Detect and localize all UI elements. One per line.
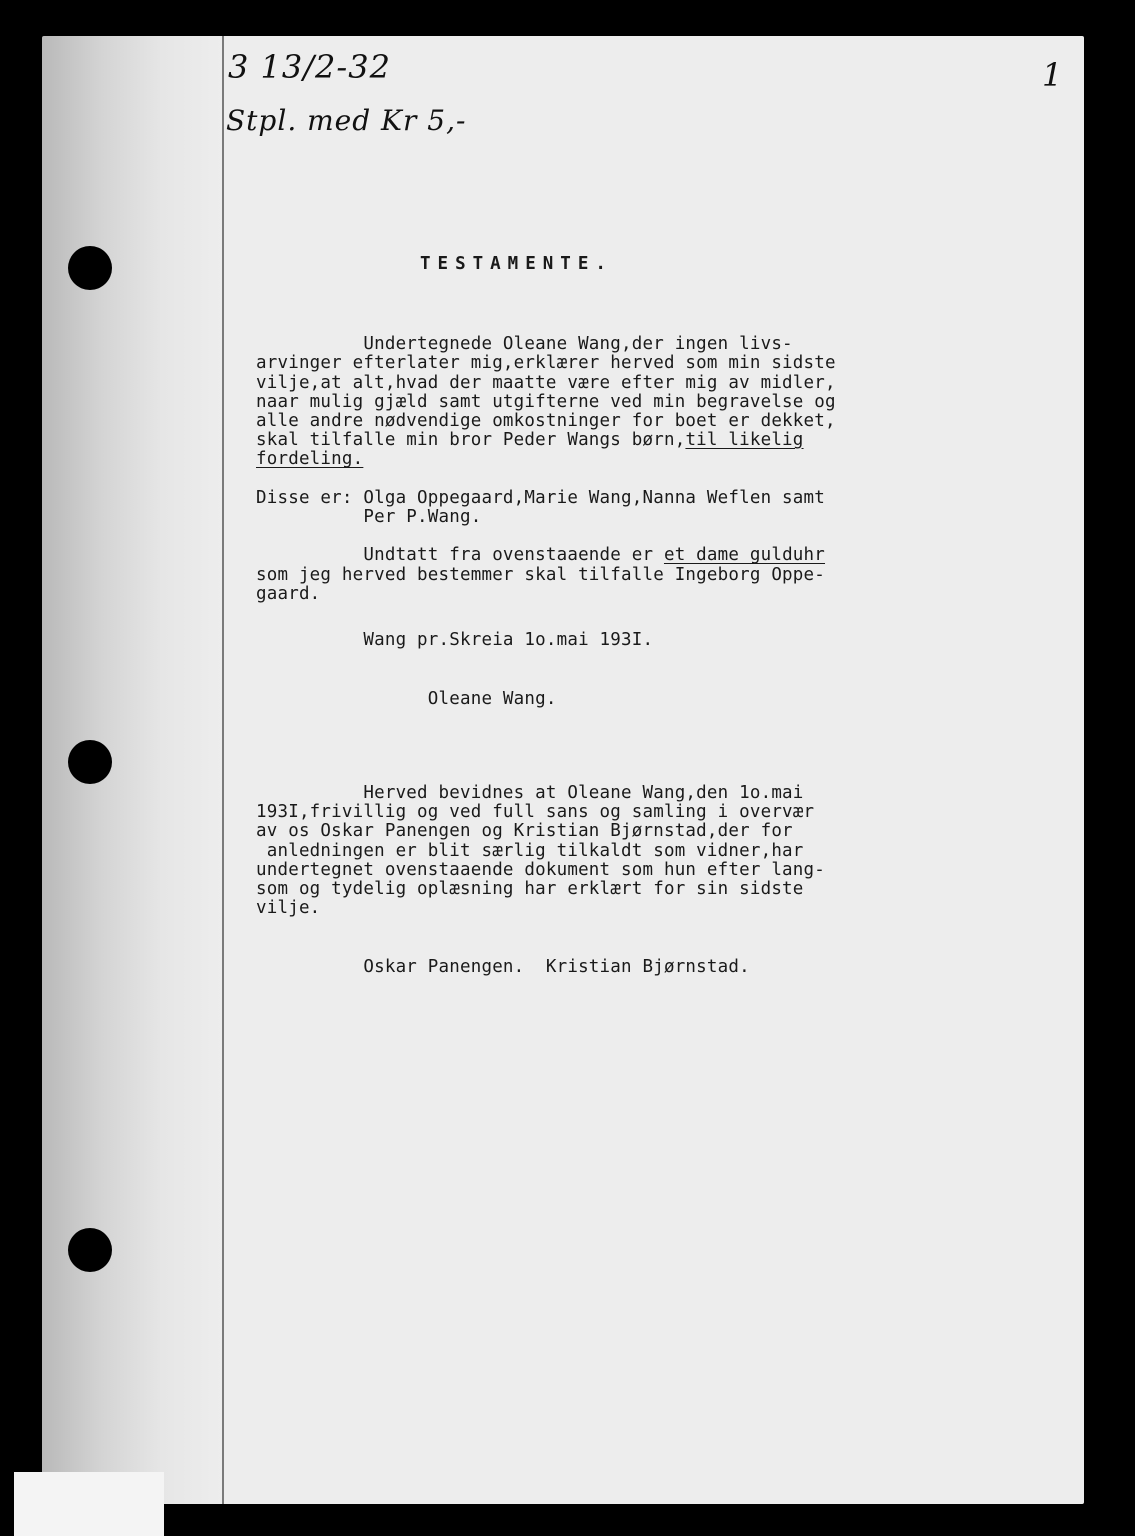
text-line: undertegnet ovenstaaende dokument som hun efter lang-	[256, 859, 826, 880]
document-body	[256, 316, 996, 996]
text-line: gaard.	[256, 583, 321, 604]
text-line: Per P.Wang.	[256, 507, 482, 528]
exception-paragraph	[256, 546, 996, 604]
testator-signature: Oleane Wang.	[256, 688, 557, 709]
punch-hole	[68, 246, 112, 290]
text-line: Undertegnede Oleane Wang,der ingen livs-	[256, 334, 793, 355]
margin-line	[222, 36, 224, 1504]
text-span: Undtatt fra ovenstaaende er	[256, 545, 664, 566]
underlined-text: et dame gulduhr	[663, 545, 826, 566]
underlined-text: fordeling.	[256, 449, 364, 470]
punch-hole	[68, 1228, 112, 1272]
text-line: Herved bevidnes at Oleane Wang,den 1o.mai	[256, 783, 804, 804]
text-line: anledningen er blit særlig tilkaldt som vidner,har	[256, 840, 804, 861]
place-date: Wang pr.Skreia 1o.mai 193I.	[256, 630, 654, 651]
page-number: 1	[1042, 56, 1064, 94]
paragraph-main	[256, 335, 996, 469]
text-line: som jeg herved bestemmer skal tilfalle Ingeborg Oppe-	[256, 564, 826, 585]
text-line: Disse er: Olga Oppegaard,Marie Wang,Nanna Weflen samt	[256, 487, 826, 508]
text-line: arvinger efterlater mig,erklærer herved som min sidste	[256, 353, 836, 374]
text-line: alle andre nødvendige omkostninger for boet er dekket,	[256, 411, 836, 432]
text-line: 193I,frivillig og ved full sans og samling i overvær	[256, 802, 815, 823]
text-line	[256, 431, 996, 450]
document-title: TESTAMENTE.	[420, 254, 613, 274]
witness-signatures: Oskar Panengen. Kristian Bjørnstad.	[256, 956, 750, 977]
scan-label	[14, 1472, 164, 1536]
text-line: naar mulig gjæld samt utgifterne ved min begravelse og	[256, 391, 836, 412]
text-line: vilje,at alt,hvad der maatte være efter mig av midler,	[256, 372, 836, 393]
text-span: skal tilfalle min bror Peder Wangs børn,	[256, 430, 686, 451]
handwritten-date: 3 13/2-32	[228, 48, 391, 86]
witness-paragraph	[256, 784, 996, 918]
underlined-text: til likelig	[685, 430, 804, 451]
handwritten-stamp-note: Stpl. med Kr 5,-	[226, 104, 467, 137]
text-line: vilje.	[256, 898, 321, 919]
heirs-list	[256, 489, 996, 527]
text-line	[256, 546, 996, 565]
text-line: som og tydelig oplæsning har erklært for sin sidste	[256, 879, 804, 900]
text-line: av os Oskar Panengen og Kristian Bjørnstad,der for	[256, 821, 793, 842]
punch-hole	[68, 740, 112, 784]
